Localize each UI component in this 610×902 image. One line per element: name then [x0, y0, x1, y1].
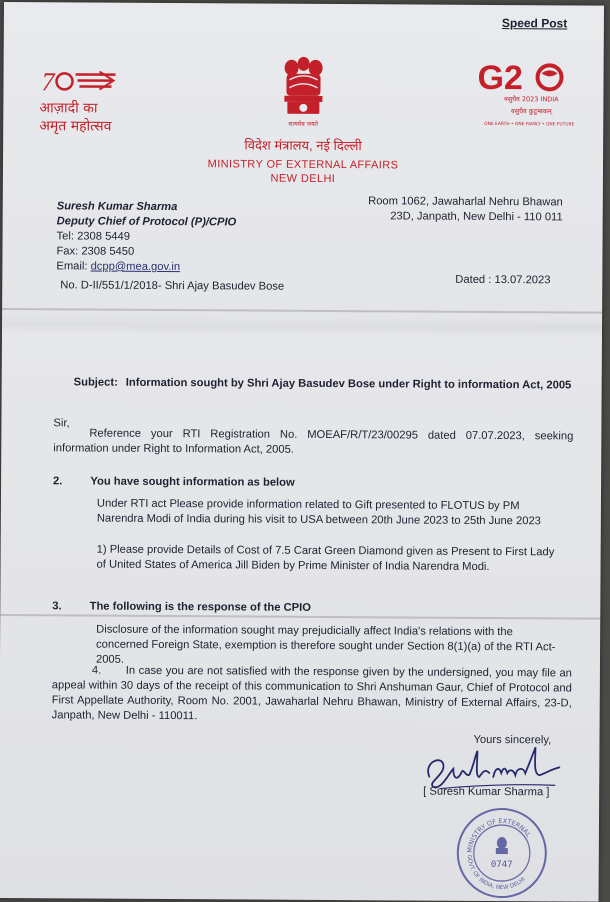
salutation: Sir,	[53, 417, 70, 430]
subject-label: Subject:	[73, 376, 118, 389]
office-address	[367, 194, 563, 225]
paragraph-heading-text: You have sought information as below	[90, 475, 295, 489]
paragraph-heading-text: The following is the response of the CPIO	[89, 600, 311, 614]
g20-india-logo	[475, 57, 581, 134]
g20-year-text: वसुधैव 2023 INDIA	[504, 95, 559, 104]
subject-line	[74, 375, 574, 393]
sender-email-row	[56, 259, 236, 275]
emblem-motto: सत्यमेव जयते	[288, 120, 319, 128]
official-seal-stamp	[454, 805, 551, 902]
g20-tagline-hindi: वसुधैव कुटुम्बकम्	[510, 107, 552, 116]
letter-date: Dated : 13.07.2023	[455, 273, 551, 287]
svg-text:7: 7	[41, 67, 55, 97]
sender-tel: Tel: 2308 5449	[56, 230, 131, 243]
paragraph-1: Reference your RTI Registration No. MOEAF/R/T/23/00295 dated 07.07.2023, seeking information under Right to Information Act, 2005.	[53, 427, 574, 456]
paragraph-number: 4.	[91, 664, 102, 677]
reference-number: No. D-II/551/1/2018- Shri Ajay Basudev Bose	[60, 279, 285, 293]
rti-request-intro: Under RTI act Please provide information related to Gift presented to FLOTUS by PM Narendra Modi of India during his visit to USA between 20th June 2023 to 25th June 2023	[96, 497, 541, 528]
ministry-city: NEW DELHI	[270, 172, 336, 186]
azadi-text-line2: अमृत महोत्सव	[39, 118, 112, 135]
sender-fax: Fax: 2308 5450	[56, 245, 135, 258]
svg-text:G2: G2	[477, 58, 524, 98]
ministry-name-hindi: विदेश मंत्रालय, नई दिल्ली	[244, 137, 362, 154]
subject-text: Information sought by Shri Ajay Basudev Bose under Right to information Act, 2005	[125, 376, 572, 392]
cpio-response: Disclosure of the information sought may prejudicially affect India's relations with the concerned Foreign State, exemption is therefore sought under Section 8(1)(a) of the RTI Act-2005.	[95, 623, 556, 666]
sender-email-link[interactable]: dcpp@mea.gov.in	[90, 260, 181, 274]
paragraph-number: 3.	[52, 600, 62, 613]
paragraph-2-heading	[53, 474, 295, 490]
azadi-ka-amrit-mahotsav-logo	[37, 66, 137, 137]
rti-request-question: 1) Please provide Details of Cost of 7.5 Carat Green Diamond given as Present to First Lady of United States of America Jill Biden by Prime Minister of India Narendra Modi.	[96, 543, 555, 573]
sender-designation: Deputy Chief of Protocol (P)/CPIO	[56, 215, 237, 229]
g20-tagline-english: ONE EARTH • ONE FAMILY • ONE FUTURE	[484, 121, 575, 128]
letter-page	[0, 2, 604, 902]
sender-name: Suresh Kumar Sharma	[56, 200, 178, 214]
paragraph-number: 2.	[53, 475, 63, 488]
address-line-1: Room 1062, Jawaharlal Nehru Bhawan	[368, 195, 563, 209]
address-line-2: 23D, Janpath, New Delhi - 110 011	[390, 210, 563, 224]
ministry-name-english: MINISTRY OF EXTERNAL AFFAIRS	[207, 158, 399, 172]
paragraph-4	[52, 663, 572, 726]
sender-block	[56, 199, 236, 275]
national-emblem-icon	[279, 52, 328, 134]
azadi-text-line1: आज़ादी का	[39, 100, 98, 117]
stamp-top-text: MINISTRY OF EXTERNAL	[465, 817, 533, 854]
fold-line	[2, 308, 602, 314]
sender-email-label: Email:	[56, 260, 91, 273]
appeal-text: In case you are not satisfied with the response given by the undersigned, you may file an appeal within 30 days of the receipt of this communication to Shri Anshuman Gaur, Chief of Protocol and First Appellate Authority, Room No. 2001, Jawaharlal Nehru Bhawan, Ministry of External Affairs, 23-D, Janpath, New Delhi - 110011.	[51, 664, 572, 723]
stamp-number: 0747	[490, 859, 513, 871]
speed-post-label: Speed Post	[501, 16, 568, 31]
closing-line: Yours sincerely,	[473, 733, 552, 747]
paragraph-3-heading	[52, 599, 311, 616]
signatory-name: [ Suresh Kumar Sharma ]	[423, 785, 550, 799]
stamp-bottom-text: GOVT. OF INDIA, NEW DELHI	[465, 854, 527, 892]
